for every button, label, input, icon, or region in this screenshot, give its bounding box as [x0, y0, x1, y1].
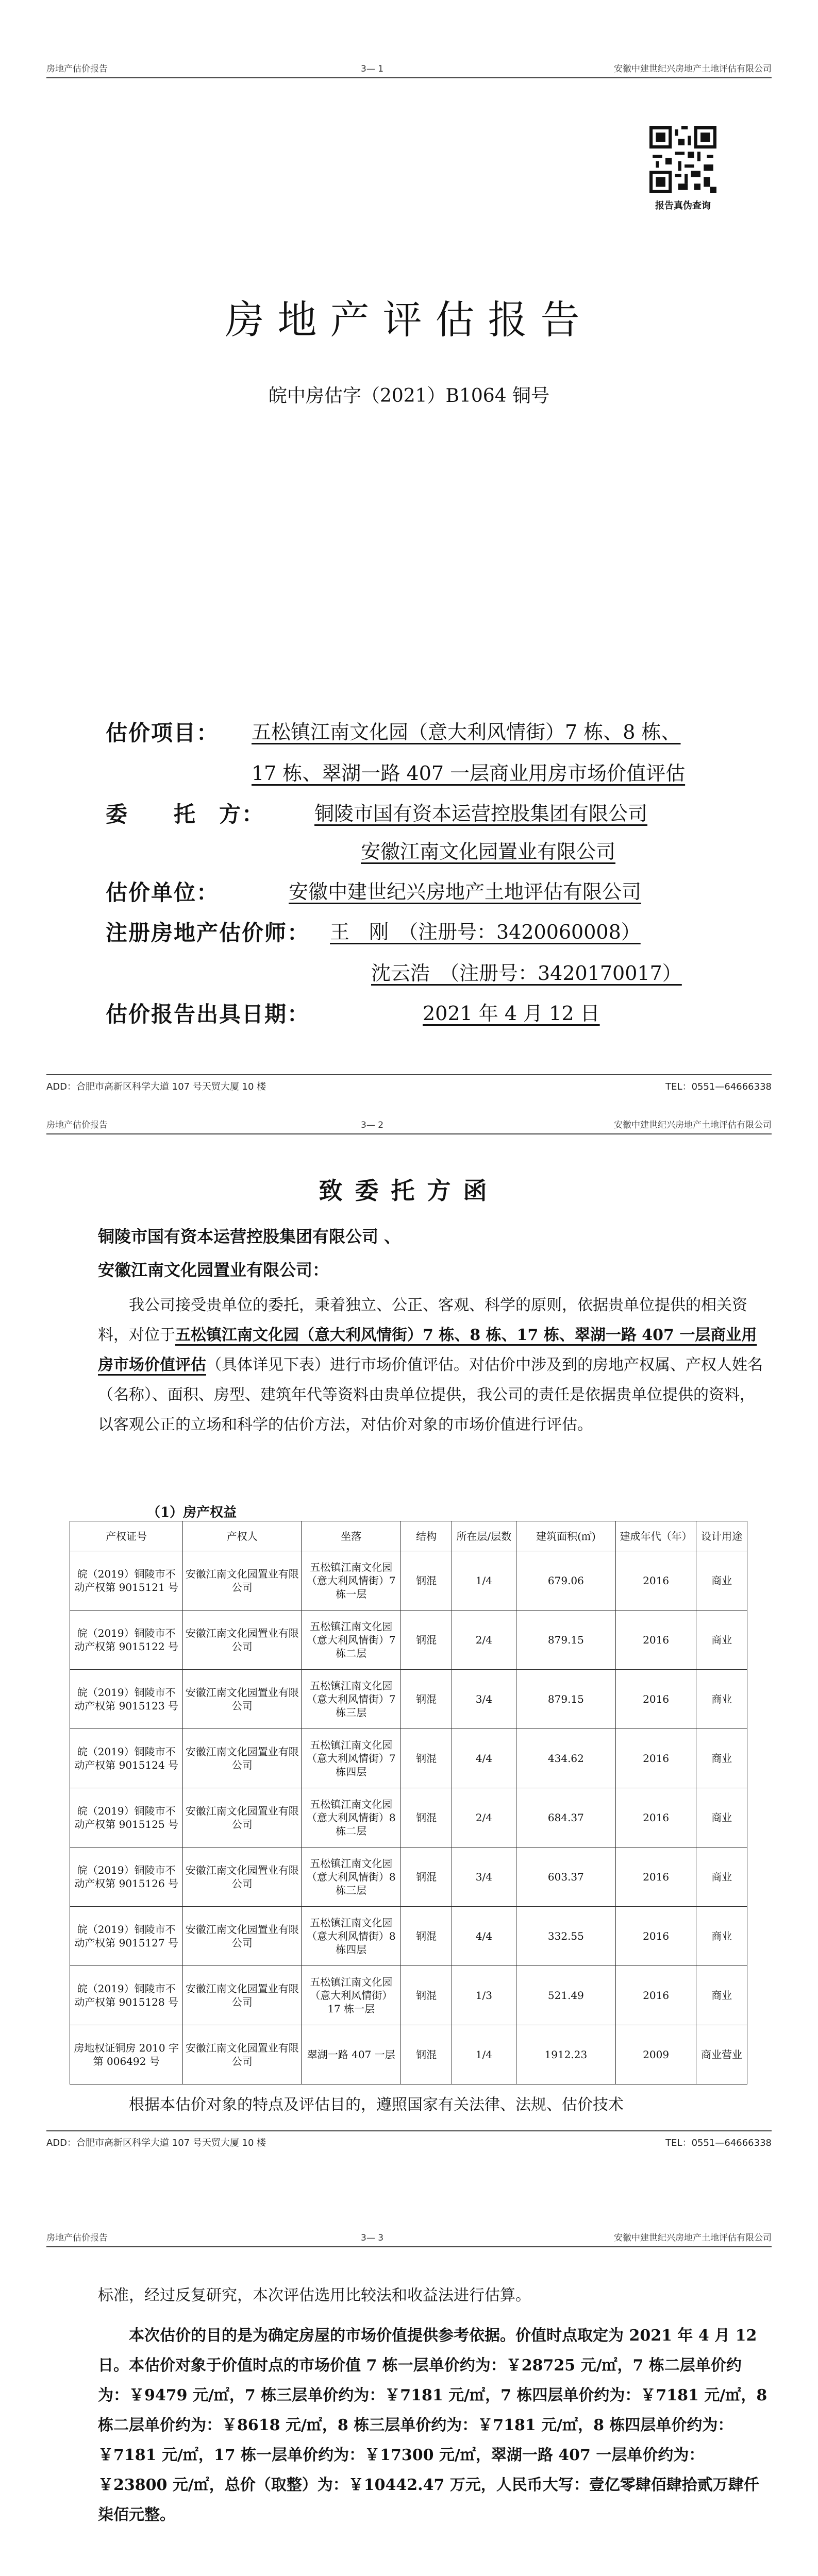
cell-year: 2016 — [615, 1788, 696, 1848]
cell-floor: 2/4 — [452, 1788, 516, 1848]
page-conclusion — [0, 2205, 818, 2576]
cell-floor: 1/4 — [452, 2025, 516, 2084]
cell-structure: 钢混 — [401, 1729, 452, 1788]
th-location: 坐落 — [302, 1521, 401, 1551]
page-header — [46, 57, 772, 78]
value-paragraph: 本次估价的目的是为确定房屋的市场价值提供参考依据。价值时点取定为 2021 年 4 月 12 日。本估价对象于价值时点的市场价值 7 栋一层单价约为：￥28725 元/㎡，7 栋二层单价约为：￥9479 元/㎡，7 栋三层单价约为：￥7181 元/㎡，7 栋四层单价约为：￥7181 元/㎡，8 栋二层单价约为：￥8618 元/㎡，8 栋三层单价约为：￥7181 元/㎡，8 栋四层单价约为：￥7181 元/㎡，17 栋一层单价约为：￥17300 元/㎡，翠湖一路 407 一层单价约为：￥23800 元/㎡，总价（取整）为：￥10442.47 万元，人民币大写：壹亿零肆佰肆拾贰万肆仟柒佰元整。 — [98, 2327, 767, 2524]
cell-area: 684.37 — [516, 1788, 615, 1848]
table-row — [70, 2025, 747, 2084]
header-page-number: 3— 1 — [361, 64, 384, 74]
project-value-line2: 17 栋、翠湖一路 407 一层商业用房市场价值评估 — [252, 762, 686, 785]
cell-floor: 3/4 — [452, 1848, 516, 1907]
table-title: （1）房产权益 — [147, 1505, 237, 1520]
cell-location: 翠湖一路 407 一层 — [302, 2025, 401, 2084]
table-row — [70, 1848, 747, 1907]
cell-use: 商业 — [696, 1907, 747, 1966]
valuer-1: 王 刚 （注册号：3420060008） — [330, 921, 641, 943]
cell-area: 521.49 — [516, 1966, 615, 2025]
cell-use: 商业 — [696, 1729, 747, 1788]
cell-area: 679.06 — [516, 1551, 615, 1611]
cell-owner: 安徽江南文化园置业有限公司 — [183, 2025, 302, 2084]
header-right: 安徽中建世纪兴房地产土地评估有限公司 — [614, 64, 772, 74]
client-value-line1: 铜陵市国有资本运营控股集团有限公司 — [314, 802, 648, 825]
cell-owner: 安徽江南文化园置业有限公司 — [183, 1611, 302, 1670]
date-label: 估价报告出具日期： — [106, 1002, 310, 1027]
client-value-line2: 安徽江南文化园置业有限公司 — [361, 840, 616, 863]
header-left: 房地产估价报告 — [46, 64, 108, 74]
header-page-number: 3— 2 — [361, 1120, 384, 1130]
cell-structure: 钢混 — [401, 1907, 452, 1966]
letter-title: 致委托方函 — [319, 1177, 499, 1205]
table-header-row — [70, 1521, 747, 1551]
page-header — [46, 1113, 772, 1134]
cell-use: 商业 — [696, 1551, 747, 1611]
cell-cert-number: 房地权证铜房 2010 字第 006492 号 — [70, 2025, 183, 2084]
th-area: 建筑面积(㎡) — [516, 1521, 615, 1551]
table-row — [70, 1551, 747, 1611]
cell-floor: 4/4 — [452, 1907, 516, 1966]
cell-use: 商业 — [696, 1611, 747, 1670]
cell-structure: 钢混 — [401, 1611, 452, 1670]
cell-location: 五松镇江南文化园（意大利风情街）17 栋一层 — [302, 1966, 401, 2025]
cell-owner: 安徽江南文化园置业有限公司 — [183, 1966, 302, 2025]
cell-structure: 钢混 — [401, 1551, 452, 1611]
table-row — [70, 1788, 747, 1848]
qr-caption: 报告真伪查询 — [655, 200, 711, 211]
valuer-label: 注册房地产估价师： — [106, 920, 310, 945]
cell-year: 2016 — [615, 1966, 696, 2025]
project-value-line1: 五松镇江南文化园（意大利风情街）7 栋、8 栋、 — [252, 721, 681, 743]
p1-intro: 我公司接受贵单位的委托，秉着独立、公正、客观、科学的原则，依据贵单位提供的相关资料，对位于 — [98, 1296, 747, 1344]
cell-year: 2016 — [615, 1551, 696, 1611]
cell-structure: 钢混 — [401, 1788, 452, 1848]
table-row — [70, 1611, 747, 1670]
cell-area: 879.15 — [516, 1670, 615, 1729]
cell-area: 603.37 — [516, 1848, 615, 1907]
footer-address: ADD：合肥市高新区科学大道 107 号天贸大厦 10 楼 — [46, 2138, 266, 2148]
cell-cert-number: 皖（2019）铜陵市不动产权第 9015127 号 — [70, 1907, 183, 1966]
cell-structure: 钢混 — [401, 2025, 452, 2084]
cell-area: 332.55 — [516, 1907, 615, 1966]
cell-use: 商业 — [696, 1788, 747, 1848]
cell-area: 1912.23 — [516, 2025, 615, 2084]
th-cert: 产权证号 — [70, 1521, 183, 1551]
cell-owner: 安徽江南文化园置业有限公司 — [183, 1848, 302, 1907]
cell-owner: 安徽江南文化园置业有限公司 — [183, 1907, 302, 1966]
cell-cert-number: 皖（2019）铜陵市不动产权第 9015123 号 — [70, 1670, 183, 1729]
appraiser-value: 安徽中建世纪兴房地产土地评估有限公司 — [289, 880, 642, 903]
addressee-1: 铜陵市国有资本运营控股集团有限公司 、 — [98, 1227, 401, 1246]
cell-location: 五松镇江南文化园（意大利风情街）7 栋一层 — [302, 1551, 401, 1611]
cell-location: 五松镇江南文化园（意大利风情街）7 栋二层 — [302, 1611, 401, 1670]
property-table — [70, 1521, 747, 2084]
cell-year: 2016 — [615, 1729, 696, 1788]
table-row — [70, 1966, 747, 2025]
header-page-number: 3— 3 — [361, 2233, 384, 2243]
cell-use: 商业 — [696, 1670, 747, 1729]
cell-year: 2009 — [615, 2025, 696, 2084]
th-owner: 产权人 — [183, 1521, 302, 1551]
project-label: 估价项目： — [106, 720, 220, 745]
cell-floor: 2/4 — [452, 1611, 516, 1670]
letter-paragraph-2-visible: 根据本估价对象的特点及评估目的，遵照国家有关法律、法规、估价技术 — [129, 2096, 624, 2114]
report-title: 房地产评估报告 — [225, 297, 593, 343]
letter-paragraph-1 — [98, 1291, 768, 1440]
th-year: 建成年代（年） — [615, 1521, 696, 1551]
cell-structure: 钢混 — [401, 1670, 452, 1729]
th-floor: 所在层/层数 — [452, 1521, 516, 1551]
report-number: 皖中房估字（2021）B1064 铜号 — [268, 385, 550, 406]
footer-address: ADD：合肥市高新区科学大道 107 号天贸大厦 10 楼 — [46, 1081, 266, 1092]
header-left: 房地产估价报告 — [46, 2233, 108, 2243]
th-use: 设计用途 — [696, 1521, 747, 1551]
table-row — [70, 1670, 747, 1729]
cell-year: 2016 — [615, 1907, 696, 1966]
cell-floor: 3/4 — [452, 1670, 516, 1729]
cell-structure: 钢混 — [401, 1966, 452, 2025]
cell-cert-number: 皖（2019）铜陵市不动产权第 9015122 号 — [70, 1611, 183, 1670]
method-sentence: 标准，经过反复研究，本次评估选用比较法和收益法进行估算。 — [98, 2286, 531, 2304]
cell-use: 商业 — [696, 1848, 747, 1907]
header-right: 安徽中建世纪兴房地产土地评估有限公司 — [614, 2233, 772, 2243]
cell-floor: 1/4 — [452, 1551, 516, 1611]
header-right: 安徽中建世纪兴房地产土地评估有限公司 — [614, 1120, 772, 1130]
cell-cert-number: 皖（2019）铜陵市不动产权第 9015128 号 — [70, 1966, 183, 2025]
cell-owner: 安徽江南文化园置业有限公司 — [183, 1788, 302, 1848]
th-structure: 结构 — [401, 1521, 452, 1551]
cell-year: 2016 — [615, 1670, 696, 1729]
cell-use: 商业营业 — [696, 2025, 747, 2084]
header-left: 房地产估价报告 — [46, 1120, 108, 1130]
cell-owner: 安徽江南文化园置业有限公司 — [183, 1729, 302, 1788]
cell-location: 五松镇江南文化园（意大利风情街）8 栋二层 — [302, 1788, 401, 1848]
p1-rest: （具体详见下表）进行市场价值评估。对估价中涉及到的房地产权属、产权人姓名（名称）、面积、房型、建筑年代等资料由贵单位提供，我公司的责任是依据贵单位提供的资料，以客观公正的立场和科学的估价方法，对估价对象的市场价值进行评估。 — [98, 1356, 763, 1434]
footer-tel: TEL：0551—64666338 — [665, 2138, 772, 2148]
cell-cert-number: 皖（2019）铜陵市不动产权第 9015121 号 — [70, 1551, 183, 1611]
footer-tel: TEL：0551—64666338 — [665, 1081, 772, 1092]
appraiser-label: 估价单位： — [106, 880, 220, 905]
cell-cert-number: 皖（2019）铜陵市不动产权第 9015125 号 — [70, 1788, 183, 1848]
cell-location: 五松镇江南文化园（意大利风情街）7 栋三层 — [302, 1670, 401, 1729]
cell-floor: 1/3 — [452, 1966, 516, 2025]
cell-location: 五松镇江南文化园（意大利风情街）8 栋三层 — [302, 1848, 401, 1907]
table-row — [70, 1907, 747, 1966]
table-row — [70, 1729, 747, 1788]
addressee-2: 安徽江南文化园置业有限公司： — [98, 1260, 329, 1280]
page-footer — [46, 2130, 772, 2150]
page-letter — [0, 1103, 818, 2205]
cell-area: 434.62 — [516, 1729, 615, 1788]
p1-project: 五松镇江南文化园（意大利风情街）7 栋、8 栋、17 栋、翠湖一路 407 一层商业用房市场价值评估 — [98, 1326, 757, 1374]
cell-area: 879.15 — [516, 1611, 615, 1670]
cell-year: 2016 — [615, 1611, 696, 1670]
cell-cert-number: 皖（2019）铜陵市不动产权第 9015124 号 — [70, 1729, 183, 1788]
date-value: 2021 年 4 月 12 日 — [423, 1002, 600, 1025]
qr-code-icon — [649, 126, 716, 193]
cell-floor: 4/4 — [452, 1729, 516, 1788]
cell-owner: 安徽江南文化园置业有限公司 — [183, 1670, 302, 1729]
page-footer — [46, 1074, 772, 1094]
cell-structure: 钢混 — [401, 1848, 452, 1907]
cell-cert-number: 皖（2019）铜陵市不动产权第 9015126 号 — [70, 1848, 183, 1907]
cell-owner: 安徽江南文化园置业有限公司 — [183, 1551, 302, 1611]
page-cover — [0, 0, 818, 1103]
cell-location: 五松镇江南文化园（意大利风情街）7 栋四层 — [302, 1729, 401, 1788]
client-label: 委 托 方： — [106, 802, 265, 827]
cell-year: 2016 — [615, 1848, 696, 1907]
cell-location: 五松镇江南文化园（意大利风情街）8 栋四层 — [302, 1907, 401, 1966]
cell-use: 商业 — [696, 1966, 747, 2025]
valuer-2: 沈云浩 （注册号：3420170017） — [371, 962, 682, 985]
page-header — [46, 2226, 772, 2247]
